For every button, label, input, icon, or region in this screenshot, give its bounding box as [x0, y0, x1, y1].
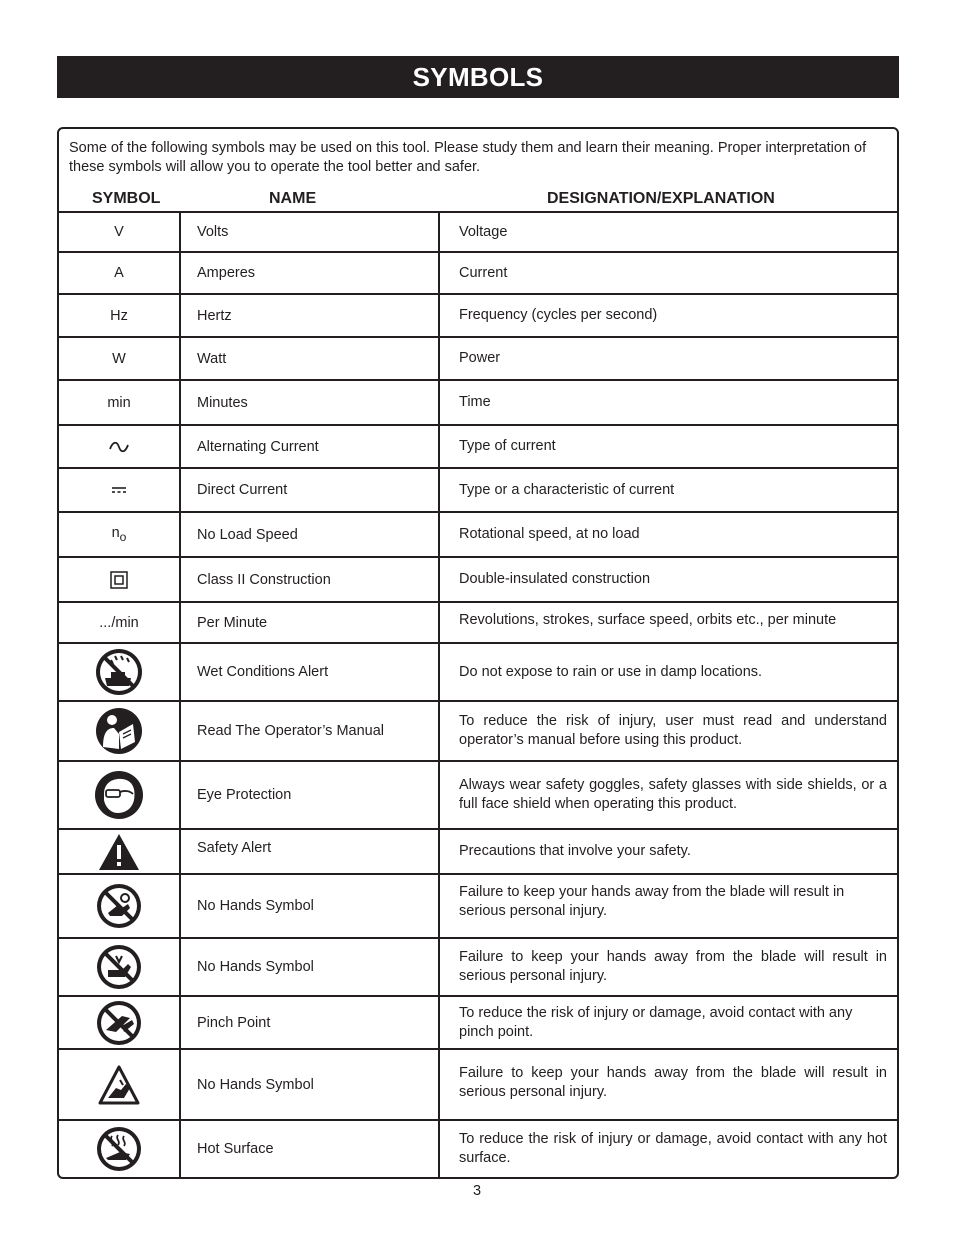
symbol-cell: W [59, 337, 180, 380]
table-row [59, 643, 897, 701]
designation-cell: Failure to keep your hands away from the blade will result in serious personal injury. [439, 938, 897, 996]
table-row [59, 1120, 897, 1177]
read-manual-icon [95, 707, 143, 755]
table-row [59, 761, 897, 829]
name-cell: Eye Protection [180, 761, 439, 829]
table-row [59, 468, 897, 512]
designation-cell: Power [439, 337, 897, 380]
table-row [59, 996, 897, 1049]
symbol-cell [59, 643, 180, 701]
symbol-cell: min [59, 380, 180, 425]
name-cell: No Hands Symbol [180, 874, 439, 938]
symbol-cell [59, 938, 180, 996]
direct-current-icon [111, 485, 127, 495]
alternating-current-icon [108, 440, 130, 454]
no-hands-icon [96, 944, 142, 990]
name-cell: Volts [180, 212, 439, 252]
name-cell: Pinch Point [180, 996, 439, 1049]
symbol-cell: V [59, 212, 180, 252]
class-ii-construction-icon [110, 571, 128, 589]
table-row [59, 874, 897, 938]
designation-cell: Type or a characteristic of current [439, 468, 897, 512]
table-row [59, 380, 897, 425]
designation-cell: To reduce the risk of injury, user must read and understand operator’s manual before using this product. [439, 701, 897, 761]
name-cell: Read The Operator’s Manual [180, 701, 439, 761]
name-cell: Class II Construction [180, 557, 439, 602]
name-cell: Per Minute [180, 602, 439, 643]
designation-cell: Do not expose to rain or use in damp locations. [439, 643, 897, 701]
safety-alert-icon [98, 833, 140, 871]
name-cell: Wet Conditions Alert [180, 643, 439, 701]
eye-protection-icon [94, 770, 144, 820]
table-row [59, 425, 897, 468]
name-cell: No Hands Symbol [180, 1049, 439, 1120]
name-cell: Direct Current [180, 468, 439, 512]
symbols-panel [57, 127, 899, 1179]
page-title: SYMBOLS [57, 56, 899, 98]
name-cell: Watt [180, 337, 439, 380]
table-row [59, 557, 897, 602]
symbol-cell [59, 874, 180, 938]
symbol-cell [59, 557, 180, 602]
designation-cell: Precautions that involve your safety. [439, 829, 897, 874]
column-header-designation: DESIGNATION/EXPLANATION [547, 190, 775, 207]
table-row [59, 602, 897, 643]
hot-surface-icon [96, 1126, 142, 1172]
table-row [59, 337, 897, 380]
intro-text: Some of the following symbols may be used on this tool. Please study them and learn their meaning. Proper interpretation of these symbols will allow you to operate the tool better and safer. [69, 140, 867, 175]
wet-conditions-alert-icon [95, 648, 143, 696]
column-header-name: NAME [269, 190, 317, 207]
name-cell: Minutes [180, 380, 439, 425]
symbol-cell [59, 468, 180, 512]
designation-cell: To reduce the risk of injury or damage, avoid contact with any pinch point. [439, 996, 897, 1049]
table-row [59, 212, 897, 252]
table-row [59, 701, 897, 761]
symbols-table [59, 211, 897, 1177]
symbol-cell [59, 425, 180, 468]
pinch-point-icon [96, 1000, 142, 1046]
name-cell: Alternating Current [180, 425, 439, 468]
symbol-cell [59, 1120, 180, 1177]
name-cell: Safety Alert [180, 829, 439, 874]
symbol-cell [59, 1049, 180, 1120]
symbol-cell [59, 512, 180, 557]
designation-cell: Voltage [439, 212, 897, 252]
designation-cell: Current [439, 252, 897, 294]
symbol-cell [59, 701, 180, 761]
symbol-cell: .../min [59, 602, 180, 643]
designation-cell: To reduce the risk of injury or damage, avoid contact with any hot surface. [439, 1120, 897, 1177]
table-row [59, 938, 897, 996]
name-cell: Hot Surface [180, 1120, 439, 1177]
page-number: 3 [472, 1183, 482, 1199]
table-row [59, 512, 897, 557]
designation-cell: Always wear safety goggles, safety glasses with side shields, or a full face shield when operating this product. [439, 761, 897, 829]
designation-cell: Failure to keep your hands away from the blade will result in serious personal injury. [439, 874, 897, 938]
designation-cell: Failure to keep your hands away from the blade will result in serious personal injury. [439, 1049, 897, 1120]
name-cell: Amperes [180, 252, 439, 294]
no-load-speed-subscript: o [119, 529, 127, 544]
name-cell: No Hands Symbol [180, 938, 439, 996]
designation-cell: Double-insulated construction [439, 557, 897, 602]
symbol-cell [59, 829, 180, 874]
designation-cell: Time [439, 380, 897, 425]
designation-cell: Type of current [439, 425, 897, 468]
no-hands-warning-icon [98, 1065, 140, 1105]
name-cell: No Load Speed [180, 512, 439, 557]
symbol-cell: Hz [59, 294, 180, 337]
table-row [59, 294, 897, 337]
symbol-cell [59, 996, 180, 1049]
symbol-cell: A [59, 252, 180, 294]
table-row [59, 829, 897, 874]
symbol-cell [59, 761, 180, 829]
no-hands-icon [96, 883, 142, 929]
designation-cell: Revolutions, strokes, surface speed, orbits etc., per minute [439, 602, 897, 643]
no-load-speed-symbol: n [111, 525, 120, 542]
name-cell: Hertz [180, 294, 439, 337]
designation-cell: Frequency (cycles per second) [439, 294, 897, 337]
table-row [59, 252, 897, 294]
table-row [59, 1049, 897, 1120]
column-header-symbol: SYMBOL [92, 190, 161, 207]
designation-cell: Rotational speed, at no load [439, 512, 897, 557]
